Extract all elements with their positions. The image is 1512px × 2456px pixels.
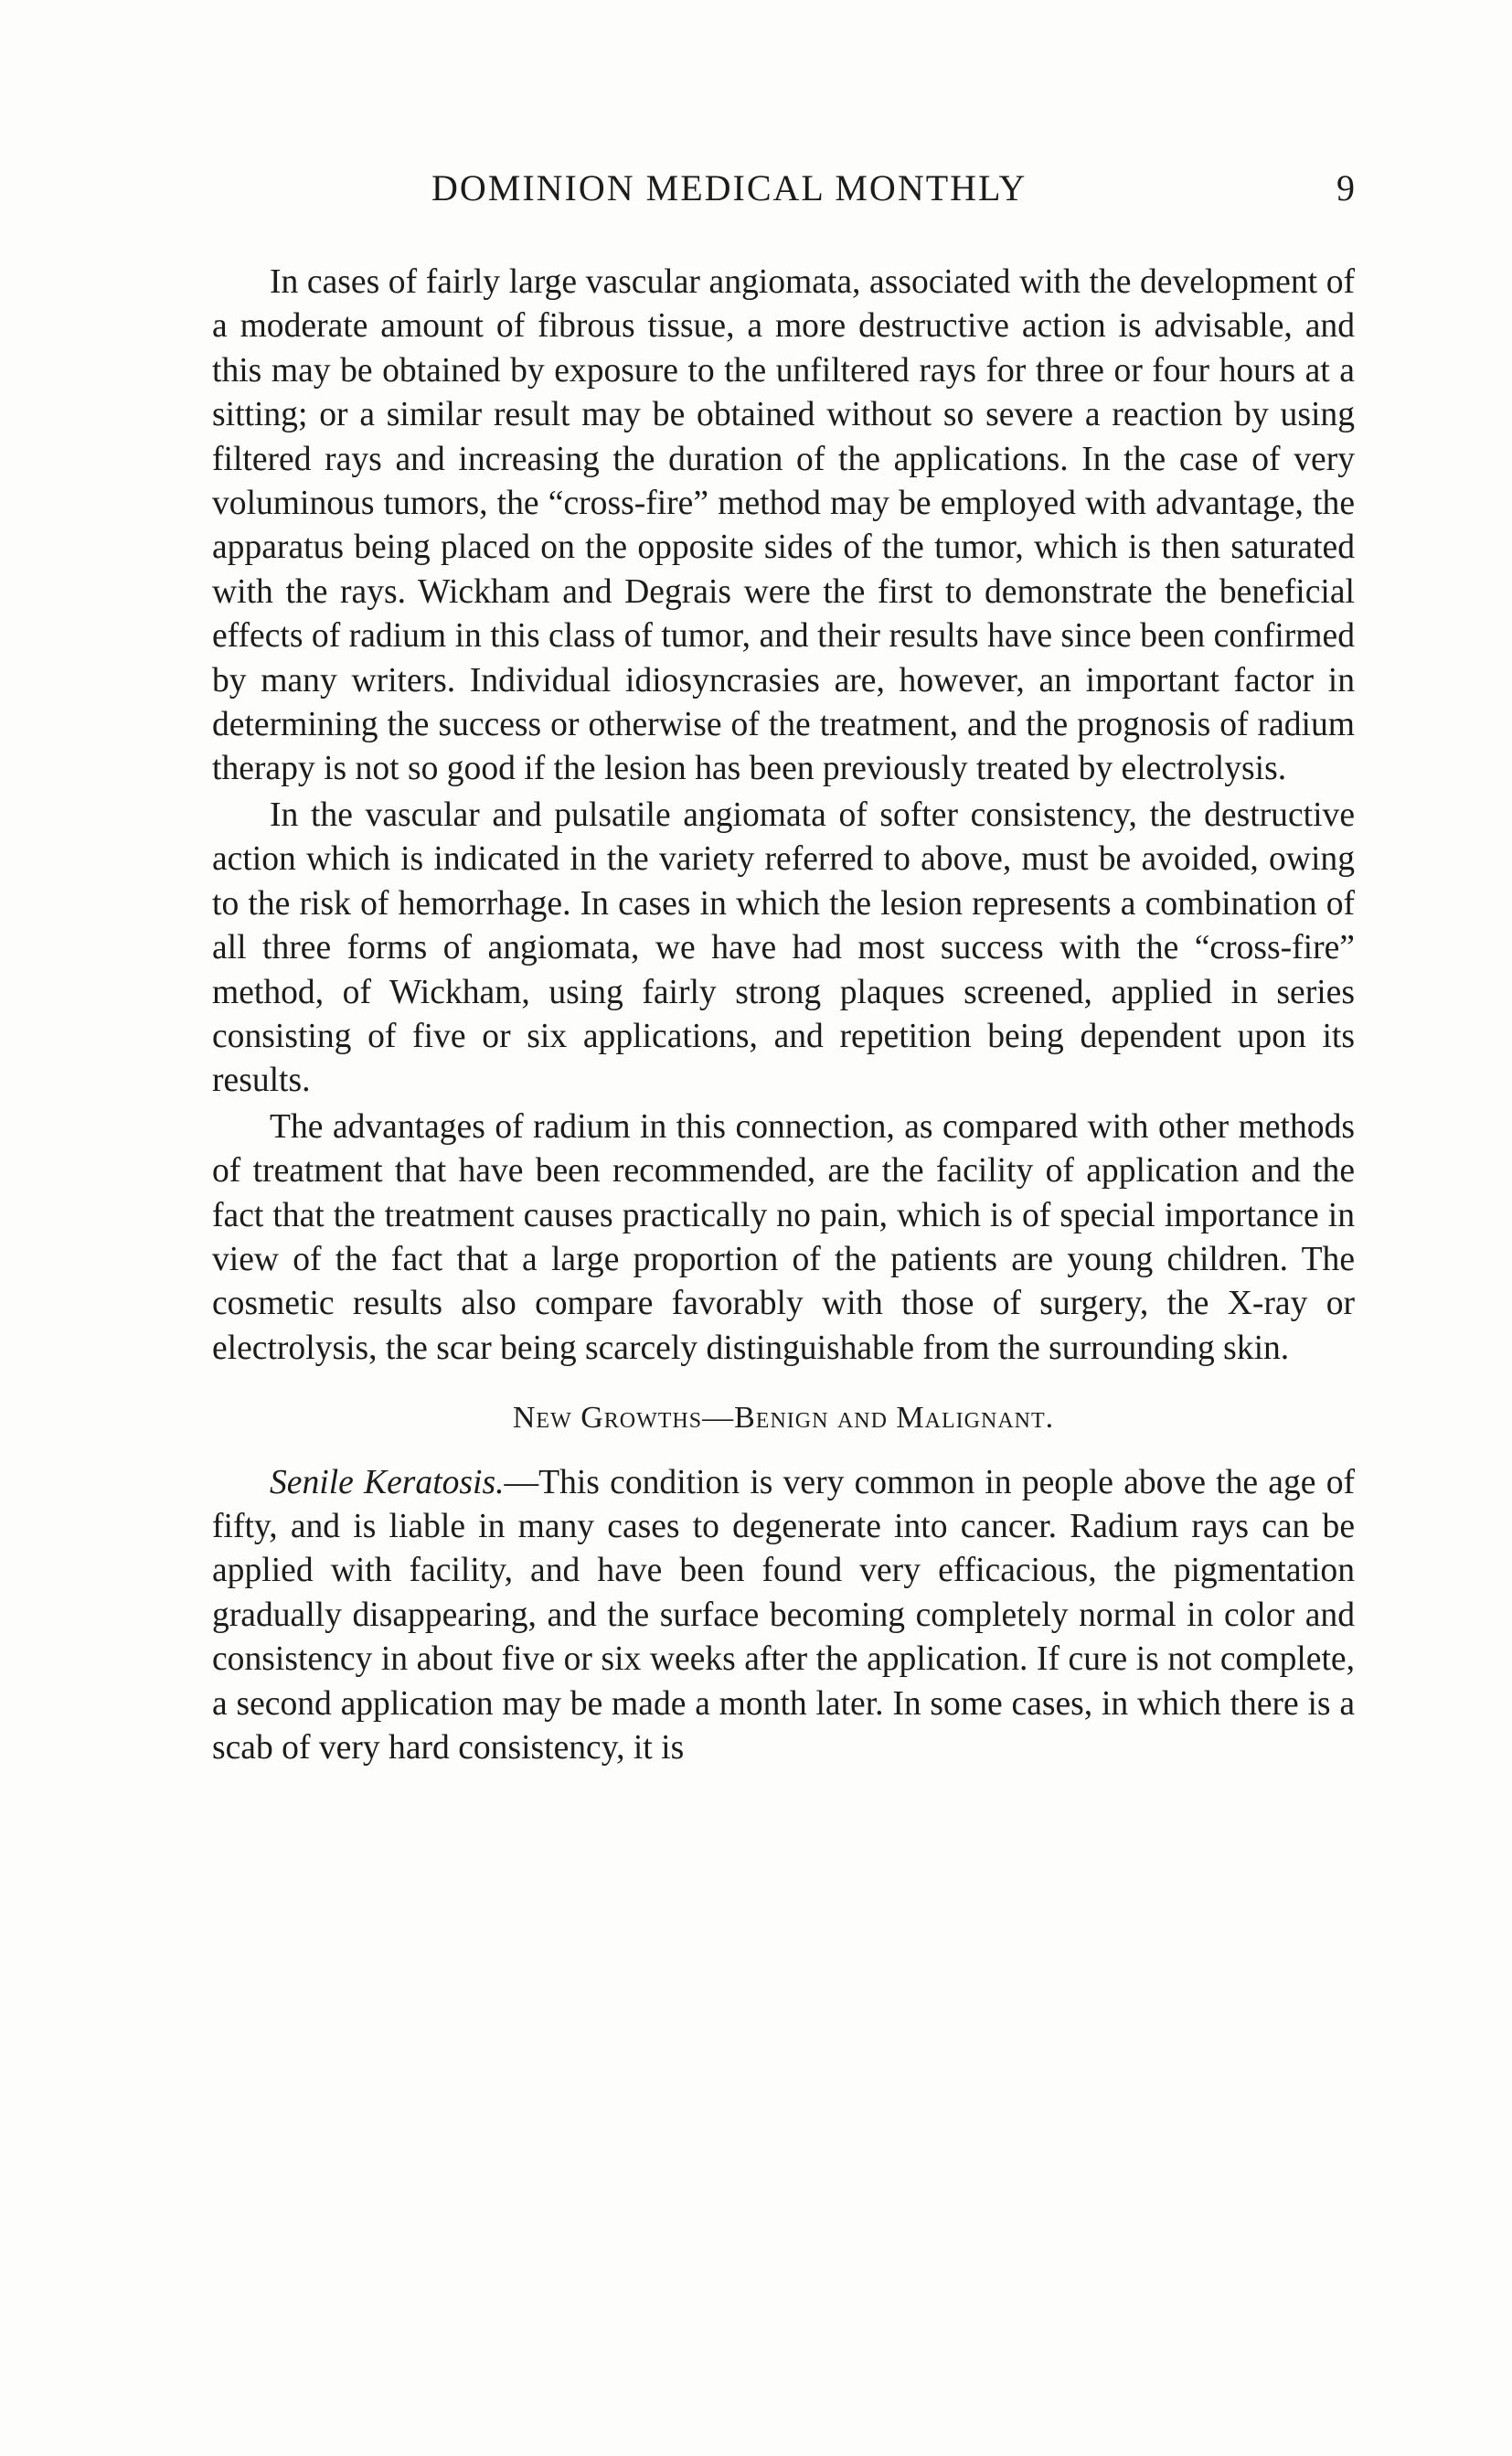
page-number: 9 <box>1336 167 1355 208</box>
paragraph-senile-keratosis <box>212 1461 1355 1771</box>
paragraph-senile-keratosis-text: —This condition is very common in people above the age of fifty, and is liable in many cases to degenerate into cancer. Radium rays can be applied with facility, and have been found very efficacious, the pigmentation gradually disappearing, and the surface becoming completely normal in color and consistency in about five or six weeks after the application. If cure is not complete, a second application may be made a month later. In some cases, in which there is a scab of very hard consistency, it is <box>212 1463 1355 1767</box>
running-head <box>212 166 1355 221</box>
run-in-title: Senile Keratosis. <box>270 1463 505 1501</box>
body-text <box>212 261 1355 1772</box>
section-heading: New Growths—Benign and Malignant. <box>512 1401 1055 1436</box>
paragraph-advantages: The advantages of radium in this connection, as compared with other methods of treatment that have been recommended, are the facility of application and the fact that the treatment causes practically no pain, which is of special importance in view of the fact that a large proportion of the patients are young children. The cosmetic results also compare favorably with those of surgery, the X-ray or electrolysis, the scar being scarcely distinguishable from the surrounding skin. <box>212 1107 1355 1367</box>
paragraph-cross-fire: In cases of fairly large vascular angiomata, associated with the development of a moderate amount of fibrous tissue, a more destructive action is advisable, and this may be obtained by exposure to the unfiltered rays for three or four hours at a sitting; or a similar result may be obtained without so severe a reaction by using filtered rays and increasing the duration of the applications. In the case of very voluminous tumors, the “cross-fire” method may be employed with advantage, the apparatus being placed on the opposite sides of the tumor, which is then saturated with the rays. Wickham and Degrais were the first to demonstrate the beneficial effects of radium in this class of tumor, and their results have since been confirmed by many writers. Individual idiosyncrasies are, however, an important factor in determining the success or otherwise of the treatment, and the prognosis of radium therapy is not so good if the lesion has been previously treated by electrolysis. <box>212 263 1355 788</box>
running-title: DOMINION MEDICAL MONTHLY <box>431 167 1028 208</box>
paragraph-pulsatile-angiomata: In the vascular and pulsatile angiomata of softer consistency, the destructive action which is indicated in the variety referred to above, must be avoided, owing to the risk of hemorrhage. In cases in which the lesion represents a combination of all three forms of angiomata, we have had most success with the “cross-fire” method, of Wickham, using fairly strong plaques screened, applied in series consisting of five or six applications, and repetition being dependent upon its results. <box>212 796 1355 1100</box>
